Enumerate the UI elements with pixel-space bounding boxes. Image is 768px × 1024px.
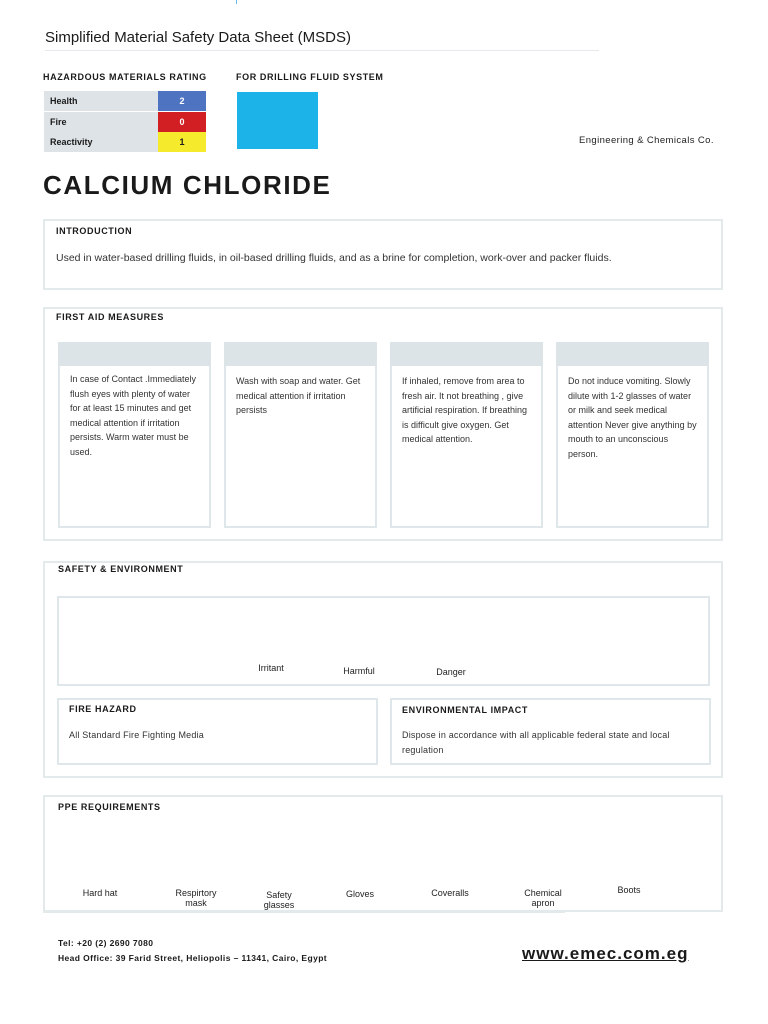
fluid-system-heading: FOR DRILLING FLUID SYSTEM (236, 72, 384, 82)
first-aid-title: FIRST AID MEASURES (56, 312, 164, 322)
first-aid-card-text: In case of Contact .Immediately flush eyes with plenty of water for at least 15 minutes and get medical attention if irritation persists. Warm water must be used. (70, 374, 197, 457)
environmental-impact-title: ENVIRONMENTAL IMPACT (402, 705, 528, 715)
ppe-coveralls: Coveralls (431, 888, 469, 898)
fire-hazard-title: FIRE HAZARD (69, 704, 137, 714)
document-title: Simplified Material Safety Data Sheet (MSDS) (45, 29, 351, 46)
footer-address: Head Office: 39 Farid Street, Heliopolis – 11341, Cairo, Egypt (58, 953, 328, 963)
hazard-label-danger: Danger (436, 667, 466, 677)
ppe-panel (43, 795, 723, 912)
rating-label: Health (44, 91, 158, 111)
ppe-hard-hat: Hard hat (82, 888, 118, 898)
top-edge-mark (236, 0, 237, 4)
title-divider (45, 50, 599, 51)
ppe-chemical-apron: Chemical apron (524, 888, 562, 908)
first-aid-card-header (556, 342, 709, 366)
ppe-title: PPE REQUIREMENTS (58, 802, 161, 812)
rating-label: Fire (44, 112, 158, 132)
introduction-panel (43, 219, 723, 290)
rating-value: 0 (158, 112, 206, 132)
ppe-panel-bottom-rule (43, 910, 565, 913)
rating-label: Reactivity (44, 132, 158, 152)
introduction-title: INTRODUCTION (56, 226, 133, 236)
ppe-gloves: Gloves (345, 889, 374, 899)
fluid-system-color-swatch (237, 92, 318, 149)
hazard-symbols-box (57, 596, 710, 686)
rating-row-reactivity (44, 132, 206, 152)
first-aid-card-text: If inhaled, remove from area to fresh air. It not breathing , give artificial respiration. If breathing is difficult give oxygen. Get medical attention. (402, 376, 528, 444)
introduction-text: Used in water-based drilling fluids, in oil-based drilling fluids, and as a brine for completion, work-over and packer fluids. (56, 252, 612, 264)
first-aid-card-inhalation (390, 342, 543, 528)
rating-row-health (44, 91, 206, 111)
ppe-respiratory-mask: Respirtory mask (175, 888, 217, 908)
footer-telephone: Tel: +20 (2) 2690 7080 (58, 938, 154, 948)
fire-hazard-text: All Standard Fire Fighting Media (69, 730, 204, 740)
first-aid-card-text: Do not induce vomiting. Slowly dilute with 1-2 glasses of water or milk and seek medical attention Never give anything by mouth to an unconscious person. (568, 376, 697, 459)
footer-website-link[interactable]: www.emec.com.eg (522, 944, 689, 963)
environmental-impact-box (390, 698, 711, 765)
environmental-impact-text: Dispose in accordance with all applicable federal state and local regulation (402, 730, 670, 755)
rating-row-fire (44, 112, 206, 132)
rating-value: 2 (158, 91, 206, 111)
rating-heading: HAZARDOUS MATERIALS RATING (43, 72, 207, 82)
safety-environment-panel (43, 561, 723, 778)
first-aid-card-text: Wash with soap and water. Get medical attention if irritation persists (236, 376, 361, 415)
fire-hazard-box (57, 698, 378, 765)
first-aid-card-wash (224, 342, 377, 528)
first-aid-card-header (390, 342, 543, 366)
company-name: Engineering & Chemicals Co. (579, 135, 714, 146)
rating-value: 1 (158, 132, 206, 152)
first-aid-panel (43, 307, 723, 541)
hazard-label-harmful: Harmful (343, 666, 375, 676)
ppe-safety-glasses: Safety glasses (263, 890, 295, 910)
hazard-rating-table (44, 91, 206, 153)
first-aid-card-header (224, 342, 377, 366)
product-name: CALCIUM CHLORIDE (43, 170, 332, 200)
hazard-label-irritant: Irritant (258, 663, 284, 673)
first-aid-card-skin (58, 342, 211, 528)
first-aid-card-header (58, 342, 211, 366)
safety-environment-title: SAFETY & ENVIRONMENT (58, 564, 184, 574)
first-aid-card-ingestion (556, 342, 709, 528)
ppe-boots: Boots (617, 885, 641, 895)
